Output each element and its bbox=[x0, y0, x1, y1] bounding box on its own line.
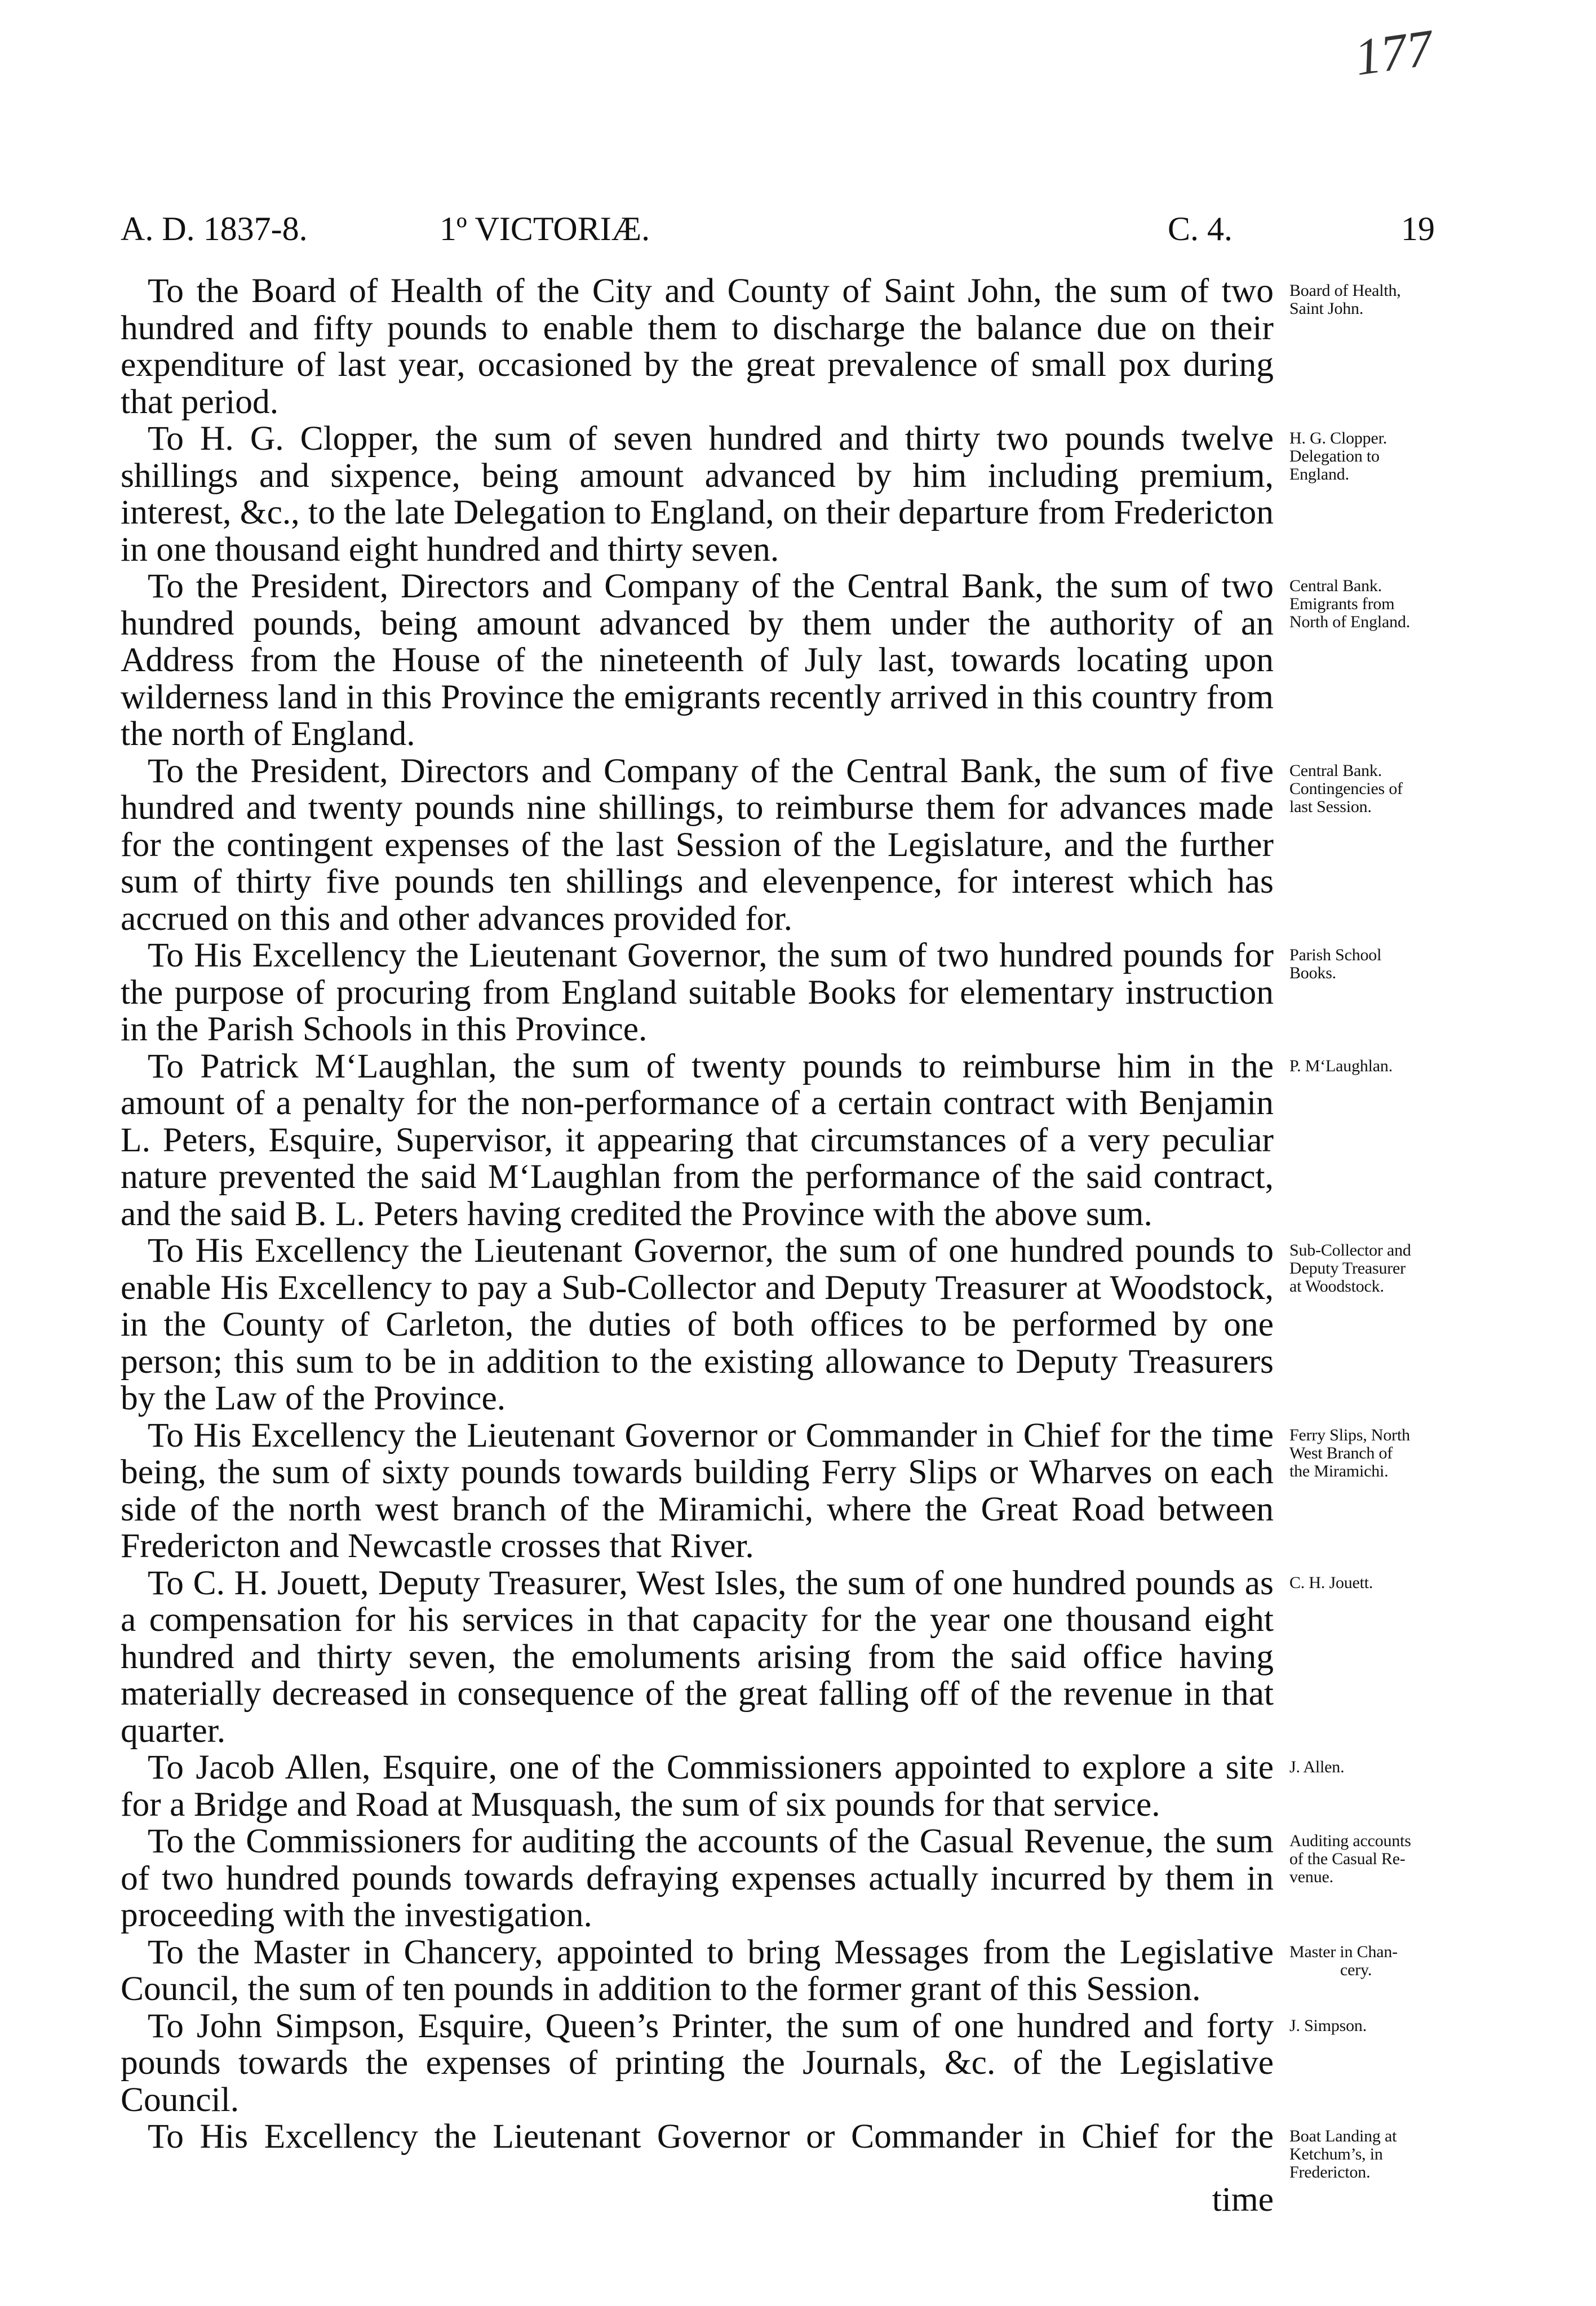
margin-note-line: England. bbox=[1289, 465, 1349, 484]
paragraph-text: To H. G. Clopper, the sum of seven hundred and thirty two pounds twelve shillings and sixpence, being amount advanced by him including premium, interest, &c., to the late Delegation to England, on their departure from Fredericton in one thousand eight hundred and thirty seven. bbox=[121, 419, 1274, 569]
margin-note-line: Books. bbox=[1289, 964, 1336, 982]
catchword: time bbox=[1212, 2180, 1274, 2219]
header-year: A. D. 1837-8. bbox=[121, 210, 308, 247]
margin-note bbox=[1289, 1565, 1517, 1750]
paragraph-text: To Jacob Allen, Esquire, one of the Commissioners appointed to explore a site for a Bridge and Road at Musquash, the sum of six pounds for that service. bbox=[121, 1748, 1274, 1824]
page-body bbox=[121, 273, 1530, 2219]
margin-note-line: Boat Landing at bbox=[1289, 2127, 1397, 2145]
margin-note-line: C. H. Jouett. bbox=[1289, 1573, 1373, 1592]
margin-note-line: Central Bank. bbox=[1289, 576, 1382, 595]
margin-note bbox=[1289, 1417, 1517, 1565]
paragraph-central-bank-contingencies bbox=[121, 753, 1530, 938]
margin-note bbox=[1289, 1934, 1517, 2008]
margin-note bbox=[1289, 1823, 1517, 1934]
paragraph-simpson bbox=[121, 2008, 1530, 2119]
paragraph-parish-school-books bbox=[121, 937, 1530, 1048]
paragraph-text: To His Excellency the Lieutenant Governor, the sum of one hundred pounds to enable His Excellency to pay a Sub-Collector and Deputy Treasurer at Woodstock, in the County of Carleton, the duties of both offices to be performed by one person; this sum to be in addition to the existing allowance to Deputy Treasurers by the Law of the Province. bbox=[121, 1231, 1274, 1417]
margin-note-line: J. Simpson. bbox=[1289, 2016, 1367, 2035]
margin-note-line: Fredericton. bbox=[1289, 2163, 1371, 2181]
margin-note bbox=[1289, 1749, 1517, 1823]
margin-note bbox=[1289, 937, 1517, 1048]
margin-note-line: cery. bbox=[1340, 1960, 1372, 1979]
header-chapter: C. 4. bbox=[1168, 210, 1233, 247]
running-header bbox=[0, 210, 1596, 255]
paragraph-text: To His Excellency the Lieutenant Governor, the sum of two hundred pounds for the purpose of procuring from England suitable Books for elementary instruction in the Parish Schools in this Province. bbox=[121, 936, 1274, 1048]
margin-note bbox=[1289, 1048, 1517, 1233]
margin-note-line: the Miramichi. bbox=[1289, 1461, 1389, 1480]
paragraph-master-in-chancery bbox=[121, 1934, 1530, 2008]
margin-note bbox=[1289, 273, 1517, 420]
margin-note-line: Auditing accounts bbox=[1289, 1832, 1411, 1850]
paragraph-text: To His Excellency the Lieutenant Governor or Commander in Chief for the bbox=[148, 2117, 1274, 2156]
paragraph-auditing-accounts bbox=[121, 1823, 1530, 1934]
paragraph-text: To C. H. Jouett, Deputy Treasurer, West Isles, the sum of one hundred pounds as a compensation for his services in that capacity for the year one thousand eight hundred and thirty seven, the emoluments arising from the said office having materially decreased in consequence of the great falling off of the revenue in that quarter. bbox=[121, 1563, 1274, 1750]
margin-note-line: Ketchum’s, in bbox=[1289, 2145, 1383, 2163]
paragraph-text: To John Simpson, Esquire, Queen’s Printer, the sum of one hundred and forty pounds towards the expenses of printing the Journals, &c. of the Legislative Council. bbox=[121, 2006, 1274, 2119]
margin-note-line: venue. bbox=[1289, 1868, 1333, 1886]
margin-note-line: Board of Health, bbox=[1289, 281, 1401, 300]
paragraph-text: To Patrick M‘Laughlan, the sum of twenty pounds to reimburse him in the amount of a penalty for the non-performance of a certain contract with Benjamin L. Peters, Esquire, Supervisor, it appearing that circumstances of a very peculiar nature prevented the said M‘Laughlan from the performance of the said contract, and the said B. L. Peters having credited the Province with the above sum. bbox=[121, 1046, 1274, 1233]
margin-note-line: Emigrants from bbox=[1289, 595, 1395, 613]
paragraph-text: To the Board of Health of the City and County of Saint John, the sum of two hundred and fifty pounds to enable them to discharge the balance due on their expenditure of last year, occasioned by the great prevalence of small pox during that period. bbox=[121, 272, 1274, 421]
page-number: 19 bbox=[1401, 210, 1435, 247]
margin-note-line: Master in Chan- bbox=[1289, 1942, 1398, 1961]
margin-note-line: at Woodstock. bbox=[1289, 1277, 1384, 1296]
paragraph-sub-collector bbox=[121, 1232, 1530, 1417]
paragraph-text: To His Excellency the Lieutenant Governor or Commander in Chief for the time being, the sum of sixty pounds towards building Ferry Slips or Wharves on each side of the north west branch of the Miramichi, where the Great Road between Fredericton and Newcastle crosses that River. bbox=[121, 1416, 1274, 1565]
margin-note-line: West Branch of bbox=[1289, 1443, 1393, 1462]
paragraph-ferry-slips bbox=[121, 1417, 1530, 1565]
folio-mark: 177 bbox=[1351, 18, 1437, 87]
header-reign: 1º VICTORIÆ. bbox=[440, 210, 650, 247]
paragraph-clopper bbox=[121, 420, 1530, 568]
margin-note-line: Ferry Slips, North bbox=[1289, 1425, 1410, 1444]
margin-note-line: Parish School bbox=[1289, 946, 1382, 964]
paragraph-boat-landing bbox=[121, 2118, 1530, 2181]
margin-note-line: P. M‘Laughlan. bbox=[1289, 1056, 1393, 1075]
margin-note-line: Saint John. bbox=[1289, 299, 1364, 318]
paragraph-text: To the President, Directors and Company of the Central Bank, the sum of five hundred and twenty pounds nine shillings, to reimburse them for advances made for the contingent expenses of the last Session of the Legislature, and the further sum of thirty five pounds ten shillings and elevenpence, for interest which has accrued on this and other advances provided for. bbox=[121, 751, 1274, 938]
paragraph-text: To the President, Directors and Company of the Central Bank, the sum of two hundred pounds, being amount advanced by them under the authority of an Address from the House of the nineteenth of July last, towards locating upon wilderness land in this Province the emigrants recently arrived in this country from the north of England. bbox=[121, 567, 1274, 753]
margin-note-line: Contingencies of bbox=[1289, 779, 1403, 798]
margin-note bbox=[1289, 2008, 1517, 2119]
margin-note-line: of the Casual Re- bbox=[1289, 1850, 1406, 1868]
margin-note bbox=[1289, 1232, 1517, 1417]
paragraph-jouett bbox=[121, 1565, 1530, 1750]
margin-note-line: North of England. bbox=[1289, 613, 1411, 631]
margin-note-line: last Session. bbox=[1289, 797, 1372, 816]
margin-note-line: Central Bank. bbox=[1289, 761, 1382, 780]
margin-note-line: Delegation to bbox=[1289, 447, 1380, 465]
margin-note bbox=[1289, 568, 1517, 753]
margin-note-line: Sub-Collector and bbox=[1289, 1241, 1411, 1260]
catchword-row bbox=[121, 2181, 1530, 2219]
margin-note-line: H. G. Clopper. bbox=[1289, 429, 1387, 447]
paragraph-allen bbox=[121, 1749, 1530, 1823]
margin-note-line: Deputy Treasurer bbox=[1289, 1259, 1406, 1278]
paragraph-mlaughlan bbox=[121, 1048, 1530, 1233]
paragraph-central-bank-emigrants bbox=[121, 568, 1530, 753]
margin-note bbox=[1289, 420, 1517, 568]
margin-note bbox=[1289, 2118, 1517, 2181]
margin-note-line: J. Allen. bbox=[1289, 1758, 1345, 1776]
paragraph-board-of-health bbox=[121, 273, 1530, 420]
paragraph-text: To the Master in Chancery, appointed to bring Messages from the Legislative Council, the sum of ten pounds in addition to the former grant of this Session. bbox=[121, 1932, 1274, 2008]
paragraph-text: To the Commissioners for auditing the accounts of the Casual Revenue, the sum of two hundred pounds towards defraying expenses actually incurred by them in proceeding with the investigation. bbox=[121, 1822, 1274, 1934]
margin-note bbox=[1289, 753, 1517, 938]
